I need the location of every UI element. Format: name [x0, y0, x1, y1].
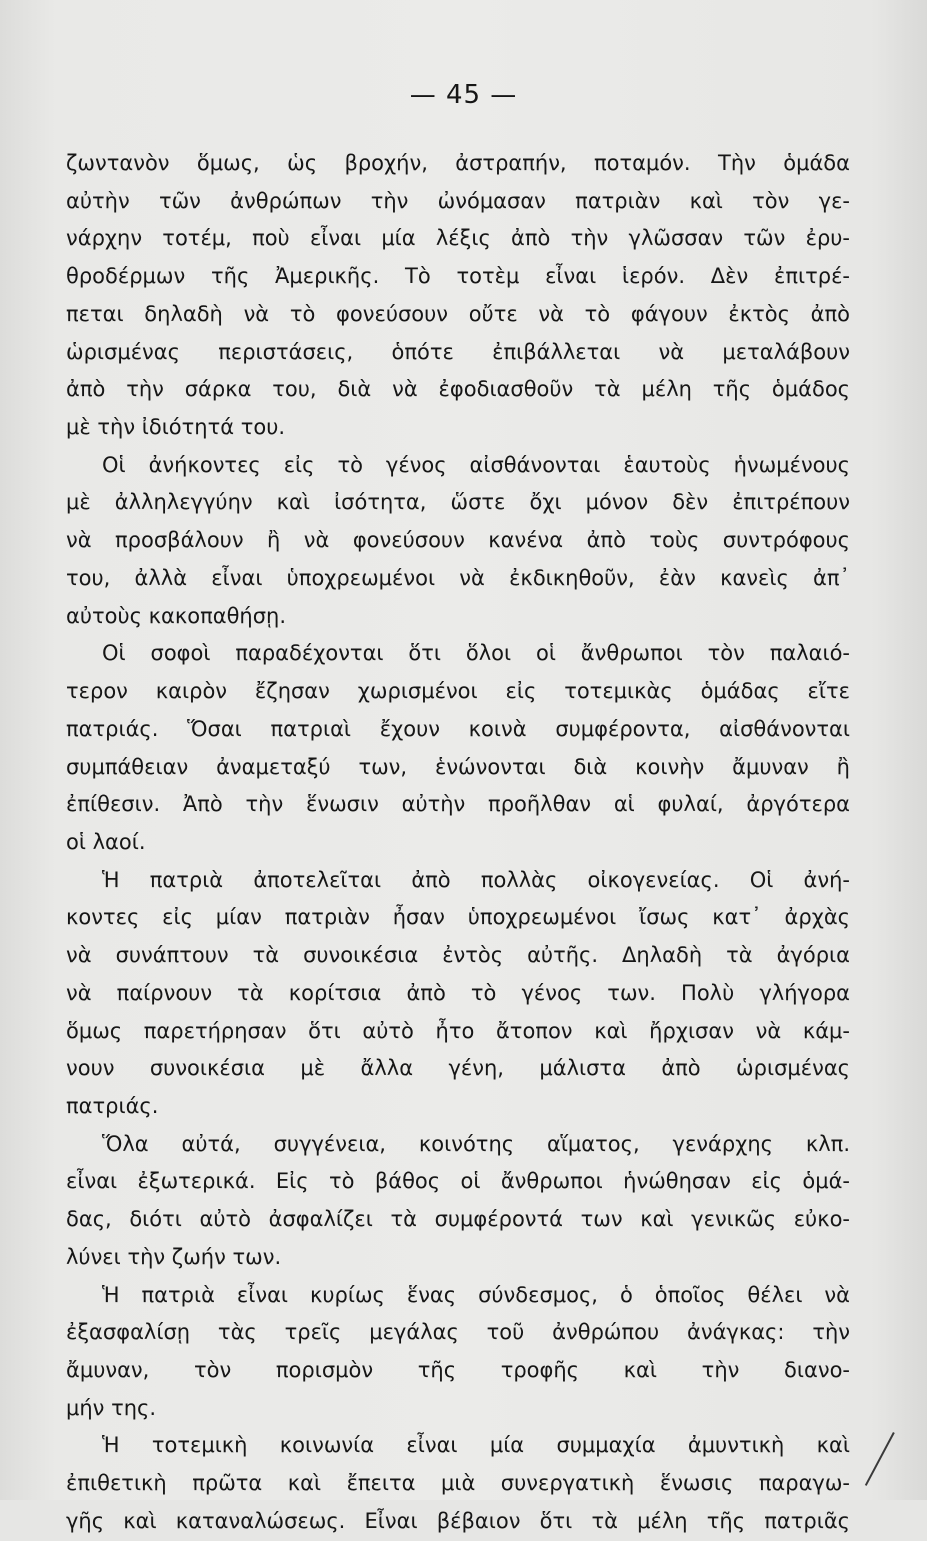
text-line: ἀπὸ τὴν σάρκα του, διὰ νὰ ἐφοδιασθοῦν τὰ μέλη τῆς ὁμάδος	[66, 377, 850, 402]
text-line: οἱ λαοί.	[66, 829, 146, 854]
text-line: Ἡ πατριὰ εἶναι κυρίως ἕνας σύνδεσμος, ὁ ὁποῖος θέλει νὰ	[102, 1282, 850, 1307]
text-line: πατριάς. Ὅσαι πατριαὶ ἔχουν κοινὰ συμφέροντα, αἰσθάνονται	[66, 716, 850, 741]
text-line: Οἱ σοφοὶ παραδέχονται ὅτι ὅλοι οἱ ἄνθρωποι τὸν παλαιό-	[102, 641, 850, 666]
text-line: λύνει τὴν ζωήν των.	[66, 1244, 282, 1269]
text-line: ἐξασφαλίσῃ τὰς τρεῖς μεγάλας τοῦ ἀνθρώπου ἀνάγκας: τὴν	[66, 1320, 850, 1345]
text-line: Οἱ ἀνήκοντες εἰς τὸ γένος αἰσθάνονται ἑαυτοὺς ἡνωμένους	[102, 452, 850, 477]
text-line: αὐτὴν τῶν ἀνθρώπων τὴν ὠνόμασαν πατριὰν καὶ τὸν γε-	[66, 188, 850, 213]
text-line: μὲ τὴν ἰδιότητά του.	[66, 415, 286, 440]
text-line: Ὅλα αὐτά, συγγένεια, κοινότης αἵματος, γενάρχης κλπ.	[102, 1131, 850, 1156]
text-line: μήν της.	[66, 1395, 157, 1420]
text-line: κοντες εἰς μίαν πατριὰν ἦσαν ὑποχρεωμένοι ἴσως κατ᾽ ἀρχὰς	[66, 905, 850, 930]
text-line: μὲ ἀλληλεγγύην καὶ ἰσότητα, ὥστε ὄχι μόνον δὲν ἐπιτρέπουν	[66, 490, 850, 515]
text-line: αὐτοὺς κακοπαθήσῃ.	[66, 603, 287, 628]
text-line: Ἡ τοτεμικὴ κοινωνία εἶναι μία συμμαχία ἀμυντικὴ καὶ	[102, 1433, 850, 1458]
text-line: νὰ συνάπτουν τὰ συνοικέσια ἐντὸς αὐτῆς. Δηλαδὴ τὰ ἀγόρια	[66, 943, 850, 968]
text-line: θροδέρμων τῆς Ἀμερικῆς. Τὸ τοτὲμ εἶναι ἱερόν. Δὲν ἐπιτρέ-	[66, 264, 850, 289]
text-line: ἐπιθετικὴ πρῶτα καὶ ἔπειτα μιὰ συνεργατικὴ ἕνωσις παραγω-	[66, 1471, 850, 1496]
text-line: εἶναι ἐξωτερικά. Εἰς τὸ βάθος οἱ ἄνθρωποι ἡνώθησαν εἰς ὁμά-	[66, 1169, 850, 1194]
text-line: Ἡ πατριὰ ἀποτελεῖται ἀπὸ πολλὰς οἰκογενείας. Οἱ ἀνή-	[102, 867, 850, 892]
text-line: δας, διότι αὐτὸ ἀσφαλίζει τὰ συμφέροντά των καὶ γενικῶς εὐκο-	[66, 1207, 850, 1232]
text-line: νάρχην τοτέμ, ποὺ εἶναι μία λέξις ἀπὸ τὴν γλῶσσαν τῶν ἐρυ-	[66, 226, 850, 251]
body-text	[66, 145, 850, 1541]
text-line: πατριάς.	[66, 1093, 159, 1118]
text-line: ὡρισμένας περιστάσεις, ὁπότε ἐπιβάλλεται νὰ μεταλάβουν	[66, 339, 850, 364]
text-line: του, ἀλλὰ εἶναι ὑποχρεωμένοι νὰ ἐκδικηθοῦν, ἐὰν κανεὶς ἀπ᾽	[66, 565, 850, 590]
text-line: συμπάθειαν ἀναμεταξύ των, ἑνώνονται διὰ κοινὴν ἄμυναν ἢ	[66, 754, 850, 779]
text-line: ὅμως παρετήρησαν ὅτι αὐτὸ ἦτο ἄτοπον καὶ ἤρχισαν νὰ κάμ-	[66, 1018, 850, 1043]
text-line: τερον καιρὸν ἔζησαν χωρισμένοι εἰς τοτεμικὰς ὁμάδας εἴτε	[66, 679, 850, 704]
text-line: νουν συνοικέσια μὲ ἄλλα γένη, μάλιστα ἀπὸ ὡρισμένας	[66, 1056, 850, 1081]
text-line: ἄμυναν, τὸν πορισμὸν τῆς τροφῆς καὶ τὴν διανο-	[66, 1358, 850, 1382]
page-number: — 45 —	[409, 80, 518, 110]
text-line: πεται δηλαδὴ νὰ τὸ φονεύσουν οὔτε νὰ τὸ φάγουν ἐκτὸς ἀπὸ	[66, 301, 850, 326]
margin-pencil-mark	[865, 1432, 895, 1486]
text-line: νὰ προσβάλουν ἢ νὰ φονεύσουν κανένα ἀπὸ τοὺς συντρόφους	[66, 528, 850, 553]
text-line: ἐπίθεσιν. Ἀπὸ τὴν ἕνωσιν αὐτὴν προῆλθαν αἱ φυλαί, ἀργότερα	[66, 792, 850, 817]
text-line: γῆς καὶ καταναλώσεως. Εἶναι βέβαιον ὅτι τὰ μέλη τῆς πατριᾶς	[66, 1508, 850, 1533]
text-line: νὰ παίρνουν τὰ κορίτσια ἀπὸ τὸ γένος των. Πολὺ γλήγορα	[66, 980, 850, 1005]
text-line: ζωντανὸν ὅμως, ὡς βροχήν, ἀστραπήν, ποταμόν. Τὴν ὁμάδα	[66, 151, 850, 175]
